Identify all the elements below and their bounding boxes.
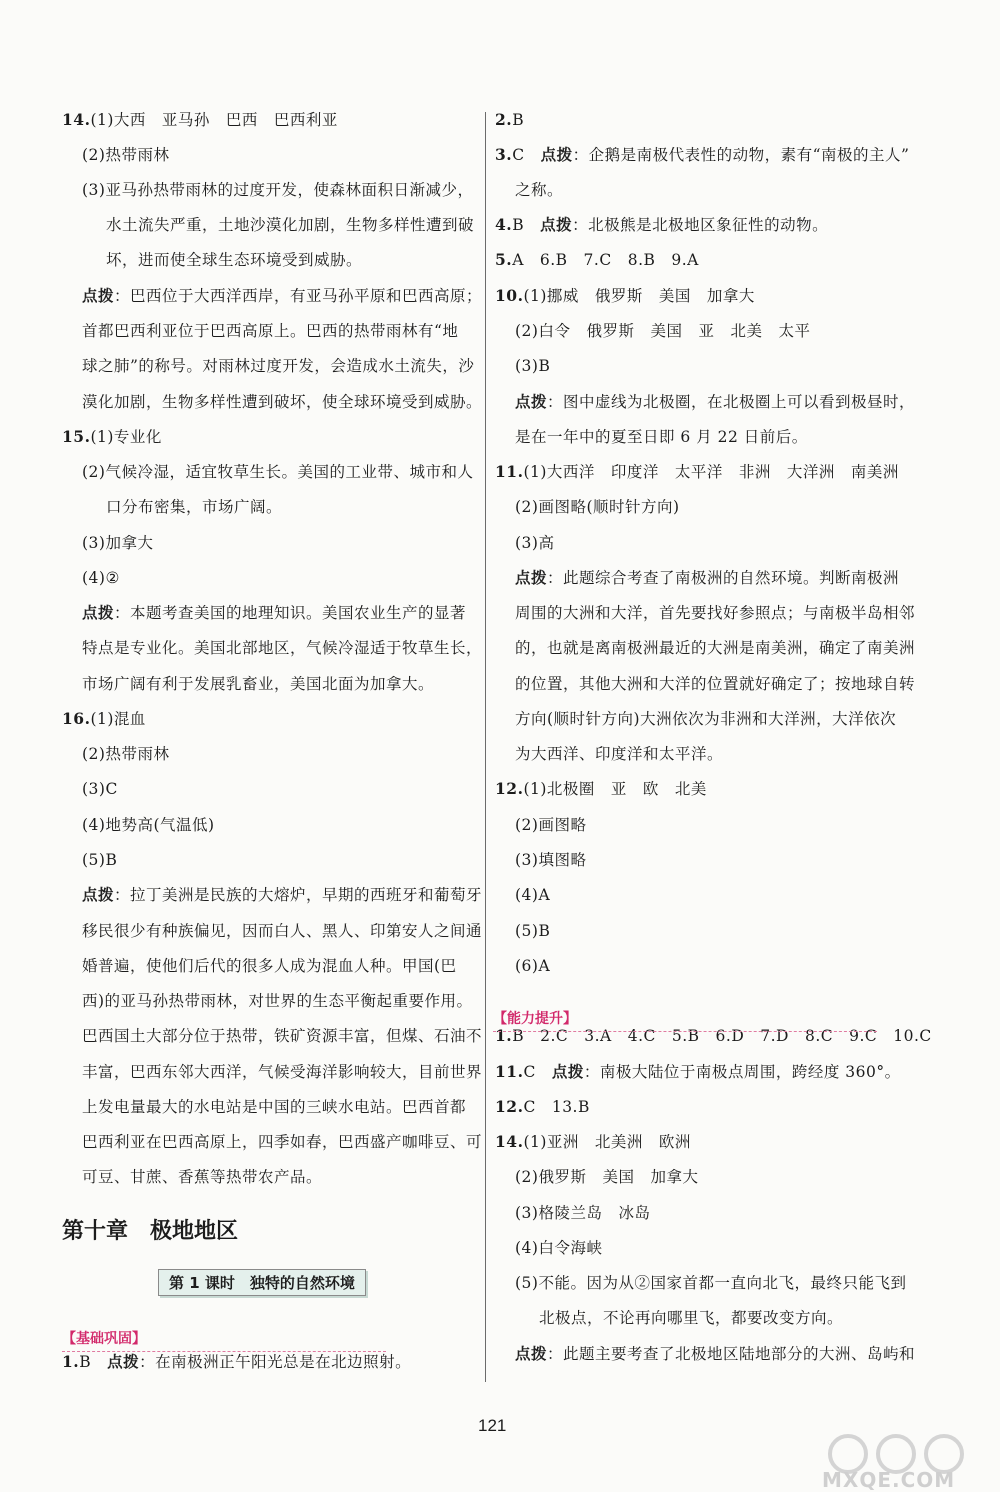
left-answer-line xyxy=(82,567,120,589)
answer-text: (2)画图略(顺时针方向) xyxy=(515,498,680,516)
answer-text: (3)加拿大 xyxy=(82,534,154,552)
left-answer-line xyxy=(82,778,118,800)
question-number: 14. xyxy=(495,1132,524,1151)
left-answer-line xyxy=(106,496,282,518)
answer-text: 水土流失严重，土地沙漠化加剧，生物多样性遭到破 xyxy=(106,216,475,234)
chapter-title: 第十章 极地地区 xyxy=(62,1219,239,1244)
right-answer-line xyxy=(515,920,550,942)
answer-text: 北极点，不论再向哪里飞，都要改变方向。 xyxy=(539,1309,844,1327)
answer-text: (2)气候冷湿，适宜牧草生长。美国的工业带、城市和人 xyxy=(82,463,474,481)
hint-text: ：北极熊是北极地区象征性的动物。 xyxy=(572,216,829,234)
left-answer-line xyxy=(82,1096,466,1118)
question-number: 10. xyxy=(495,286,524,305)
question-number: 12. xyxy=(495,1097,524,1116)
answer-text: 婚普遍，使他们后代的很多人成为混血人种。甲国(巴 xyxy=(82,957,457,975)
answer-text: 为大西洋、印度洋和太平洋。 xyxy=(515,745,724,763)
answer-text: ：此题综合考查了南极洲的自然环境。判断南极洲 xyxy=(547,569,900,587)
hint-label: 点拨 xyxy=(540,145,573,164)
right-answer-line xyxy=(515,708,896,730)
answer-text: (6)A xyxy=(515,957,551,975)
answer-text: 是在一年中的夏至日即 6 月 22 日前后。 xyxy=(515,428,808,446)
right-answer-line xyxy=(495,285,755,307)
answer-text: (4)A xyxy=(515,886,551,904)
left-answer-line xyxy=(82,920,482,942)
left-answer-line xyxy=(82,320,458,342)
answer-text: (3)高 xyxy=(515,534,555,552)
answer-text: B 2.C 3.A 4.C 5.B 6.D 7.D 8.C 9.C 10.C xyxy=(512,1027,932,1045)
left-answer-line xyxy=(62,708,146,730)
answer-text: (2)热带雨林 xyxy=(82,146,170,164)
left-answer-line xyxy=(106,249,362,271)
answer-text: C xyxy=(523,1063,552,1081)
answer-text: (4)② xyxy=(82,569,120,587)
answer-text: (3)亚马孙热带雨林的过度开发，使森林面积日渐减少， xyxy=(82,181,474,199)
answer-text: (1)大西 亚马孙 巴西 巴西利亚 xyxy=(90,111,338,129)
right-answer-line xyxy=(495,109,524,131)
hint-label: 点拨 xyxy=(515,392,548,411)
answer-text: (1)挪威 俄罗斯 美国 加拿大 xyxy=(523,287,755,305)
right-answer-line xyxy=(515,1166,698,1188)
right-answer-line xyxy=(515,355,550,377)
answer-text: A 6.B 7.C 8.B 9.A xyxy=(512,251,699,269)
left-answer-line xyxy=(82,884,482,906)
answer-text: 球之肺”的称号。对雨林过度开发，会造成水土流失，沙 xyxy=(82,357,475,375)
answer-text: (1)专业化 xyxy=(90,428,162,446)
left-answer-line xyxy=(82,637,482,659)
right-answer-line xyxy=(495,1096,590,1118)
answer-text: 西)的亚马孙热带雨林，对世界的生态平衡起重要作用。 xyxy=(82,992,473,1010)
right-answer-line xyxy=(495,461,899,483)
question-number: 12. xyxy=(495,779,524,798)
question-number: 3. xyxy=(495,145,513,164)
answer-text: 的，也就是离南极洲最近的大洲是南美洲，确定了南美洲 xyxy=(515,639,916,657)
left-answer-line xyxy=(82,1166,322,1188)
left-answer-line xyxy=(82,849,117,871)
hint-label: 点拨 xyxy=(551,1062,584,1081)
question-number: 5. xyxy=(495,250,513,269)
left-answer-line xyxy=(82,673,434,695)
question-number: 2. xyxy=(495,110,513,129)
answer-text: 特点是专业化。美国北部地区，气候冷湿适于牧草生长， xyxy=(82,639,483,657)
right-answer-line xyxy=(515,955,550,977)
hint-label: 点拨 xyxy=(515,568,548,587)
answer-text: (1)北极圈 亚 欧 北美 xyxy=(523,780,707,798)
answer-text: (5)不能。因为从②国家首都一直向北飞，最终只能飞到 xyxy=(515,1274,907,1292)
question-number: 1. xyxy=(62,1352,80,1371)
right-answer-line xyxy=(515,496,680,518)
right-answer-line xyxy=(515,179,563,201)
right-answer-line xyxy=(539,1307,843,1329)
answer-text: 巴西利亚在巴西高原上，四季如春，巴西盛产咖啡豆、可 xyxy=(82,1133,483,1151)
left-answer-line xyxy=(82,532,153,554)
answer-text: 方向(顺时针方向)大洲依次为非洲和大洋洲，大洋依次 xyxy=(515,710,897,728)
answer-text: (3)格陵兰岛 冰岛 xyxy=(515,1204,651,1222)
answer-text: (4)地势高(气温低) xyxy=(82,816,215,834)
answer-text: (2)白令 俄罗斯 美国 亚 北美 太平 xyxy=(515,322,811,340)
left-answer-line xyxy=(106,214,474,236)
question-number: 11. xyxy=(495,462,524,481)
answer-text: B xyxy=(79,1353,108,1371)
left-answer-line xyxy=(82,814,215,836)
answer-text: ：图中虚线为北极圈，在北极圈上可以看到极昼时， xyxy=(547,393,916,411)
left-answer-line xyxy=(82,285,482,307)
question-number: 16. xyxy=(62,709,91,728)
left-answer-line xyxy=(62,426,162,448)
right-answer-line xyxy=(515,1237,602,1259)
right-answer-line xyxy=(495,214,828,236)
page-number: 121 xyxy=(478,1416,507,1435)
section-advanced-label: 【能力提升】 xyxy=(493,1008,577,1028)
answer-text: 市场广阔有利于发展乳畜业，美国北面为加拿大。 xyxy=(82,675,435,693)
right-answer-line xyxy=(515,1202,650,1224)
answer-text: 移民很少有种族偏见，因而白人、黑人、印第安人之间通 xyxy=(82,922,483,940)
answer-text: 漠化加剧，生物多样性遭到破坏，使全球环境受到威胁。 xyxy=(82,393,483,411)
left-answer-line xyxy=(82,990,473,1012)
hint-label: 点拨 xyxy=(515,1344,548,1363)
right-answer-line xyxy=(515,567,899,589)
right-answer-line xyxy=(515,673,915,695)
answer-text: 丰富，巴西东邻大西洋，气候受海洋影响较大，目前世界 xyxy=(82,1063,483,1081)
left-answer-line xyxy=(62,1351,411,1373)
left-answer-line xyxy=(82,1025,482,1047)
answer-text: 首都巴西利亚位于巴西高原上。巴西的热带雨林有“地 xyxy=(82,322,459,340)
left-answer-line xyxy=(82,391,482,413)
answer-text: 可豆、甘蔗、香蕉等热带农产品。 xyxy=(82,1168,323,1186)
column-divider xyxy=(485,112,486,1382)
answer-text: (3)填图略 xyxy=(515,851,587,869)
left-answer-line xyxy=(82,179,473,201)
left-answer-line xyxy=(82,955,457,977)
answer-text: ：巴西位于大西洋西岸，有亚马孙平原和巴西高原； xyxy=(114,287,483,305)
right-answer-line xyxy=(495,1025,932,1047)
answer-text: (5)B xyxy=(82,851,118,869)
left-answer-line xyxy=(82,1131,482,1153)
right-answer-line xyxy=(515,1272,906,1294)
right-answer-line xyxy=(515,426,808,448)
section-basic-label: 【基础巩固】 xyxy=(62,1328,146,1348)
answer-text: B xyxy=(512,216,541,234)
answer-text: ：拉丁美洲是民族的大熔炉，早期的西班牙和葡萄牙 xyxy=(114,886,483,904)
question-number: 1. xyxy=(495,1026,513,1045)
hint-label: 点拨 xyxy=(540,215,573,234)
answer-text: (2)热带雨林 xyxy=(82,745,170,763)
answer-text: C 13.B xyxy=(523,1098,590,1116)
right-answer-line xyxy=(495,249,699,271)
hint-label: 点拨 xyxy=(82,885,115,904)
hint-text: ：企鹅是南极代表性的动物，素有“南极的主人” xyxy=(572,146,910,164)
answer-text: B xyxy=(512,111,525,129)
right-answer-line xyxy=(515,814,586,836)
right-answer-line xyxy=(515,602,915,624)
right-answer-line xyxy=(495,1131,691,1153)
right-answer-line xyxy=(495,1061,901,1083)
answer-text: 周围的大洲和大洋，首先要找好参照点；与南极半岛相邻 xyxy=(515,604,916,622)
answer-text: (1)混血 xyxy=(90,710,146,728)
answer-text: 之称。 xyxy=(515,181,564,199)
right-answer-line xyxy=(515,849,586,871)
answer-text: C xyxy=(512,146,541,164)
right-answer-line xyxy=(495,778,707,800)
answer-text: 坏，进而使全球生态环境受到威胁。 xyxy=(106,251,363,269)
answer-text: ：此题主要考查了北极地区陆地部分的大洲、岛屿和 xyxy=(547,1345,916,1363)
right-answer-line xyxy=(515,637,915,659)
hint-label: 点拨 xyxy=(107,1352,140,1371)
left-answer-line xyxy=(82,461,473,483)
right-answer-line xyxy=(515,320,810,342)
answer-text: 上发电量最大的水电站是中国的三峡水电站。巴西首都 xyxy=(82,1098,467,1116)
answer-text: 口分布密集，市场广阔。 xyxy=(106,498,283,516)
left-answer-line xyxy=(82,1061,482,1083)
answer-text: (1)大西洋 印度洋 太平洋 非洲 大洋洲 南美洲 xyxy=(523,463,899,481)
answer-text: 的位置，其他大洲和大洋的位置就好确定了；按地球自转 xyxy=(515,675,916,693)
question-number: 4. xyxy=(495,215,513,234)
right-answer-line xyxy=(515,391,915,413)
question-number: 14. xyxy=(62,110,91,129)
answer-text: (5)B xyxy=(515,922,551,940)
right-answer-line xyxy=(515,743,723,765)
question-number: 15. xyxy=(62,427,91,446)
answer-text: (4)白令海峡 xyxy=(515,1239,603,1257)
right-answer-line xyxy=(515,532,554,554)
right-answer-line xyxy=(515,884,550,906)
left-answer-line xyxy=(82,743,169,765)
left-answer-line xyxy=(82,144,169,166)
answer-text: (3)C xyxy=(82,780,118,798)
hint-label: 点拨 xyxy=(82,603,115,622)
hint-text: ：南极大陆位于南极点周围，跨经度 360°。 xyxy=(583,1063,901,1081)
answer-text: ：本题考查美国的地理知识。美国农业生产的显著 xyxy=(114,604,467,622)
right-answer-line xyxy=(495,144,909,166)
answer-text: (1)亚洲 北美洲 欧洲 xyxy=(523,1133,691,1151)
question-number: 11. xyxy=(495,1062,524,1081)
watermark-text: MXQE.COM xyxy=(822,1468,956,1492)
answer-text: (2)画图略 xyxy=(515,816,587,834)
answer-text: (2)俄罗斯 美国 加拿大 xyxy=(515,1168,699,1186)
right-answer-line xyxy=(515,1343,915,1365)
left-answer-line xyxy=(82,602,466,624)
hint-label: 点拨 xyxy=(82,286,115,305)
lesson-title: 第 1 课时 独特的自然环境 xyxy=(158,1269,366,1296)
hint-text: ：在南极洲正午阳光总是在北边照射。 xyxy=(139,1353,412,1371)
answer-text: 巴西国土大部分位于热带，铁矿资源丰富，但煤、石油不 xyxy=(82,1027,483,1045)
left-answer-line xyxy=(62,109,338,131)
left-answer-line xyxy=(82,355,474,377)
answer-text: (3)B xyxy=(515,357,551,375)
